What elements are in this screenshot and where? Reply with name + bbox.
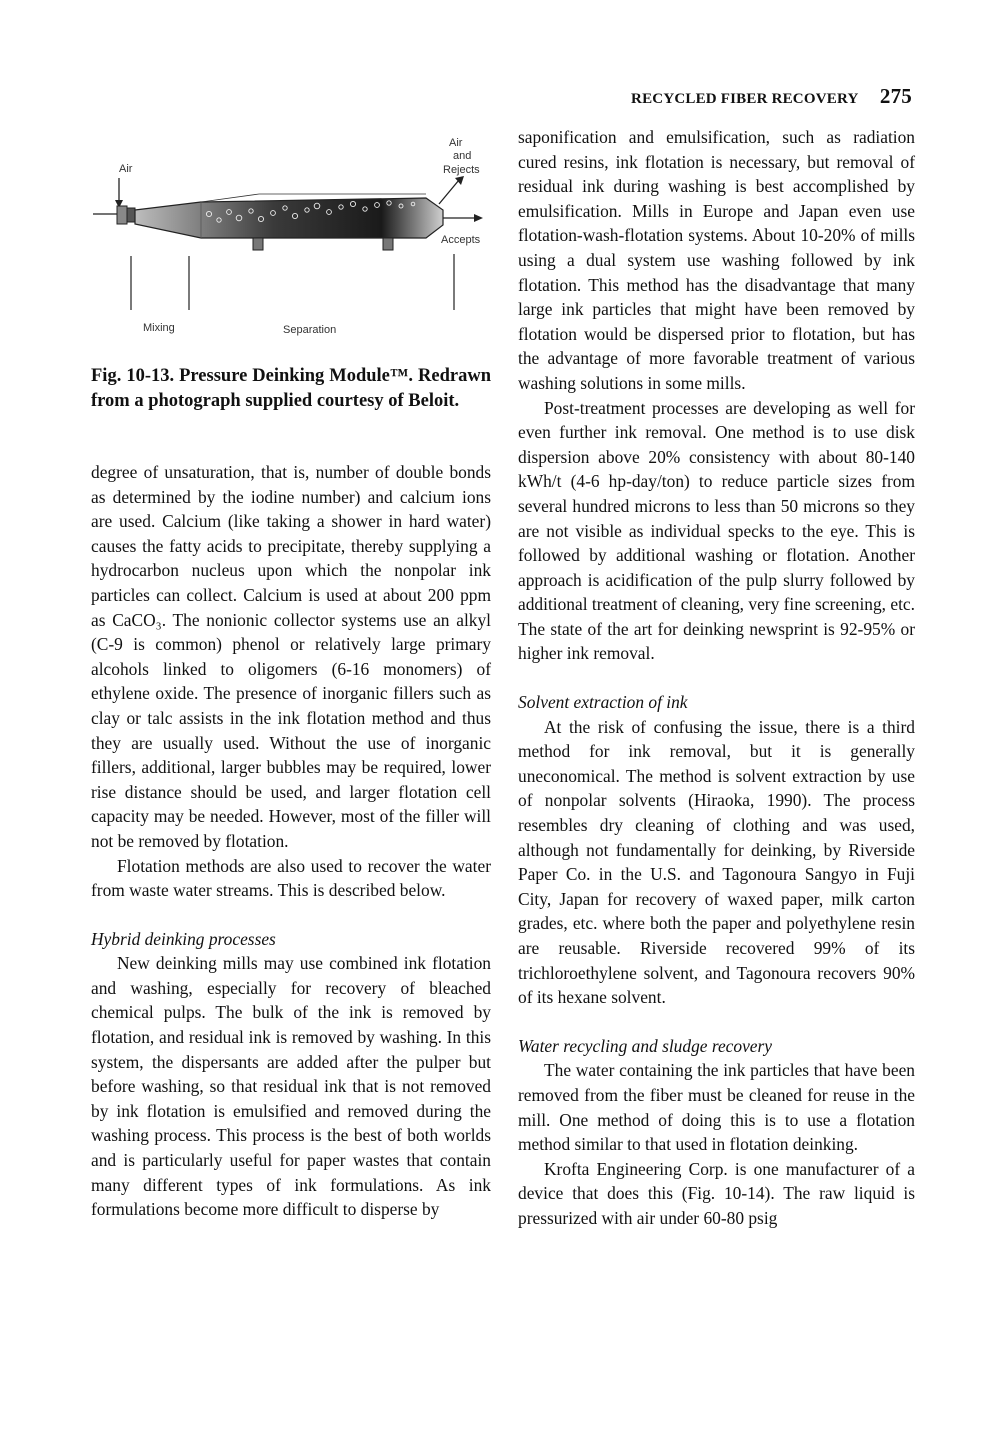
- running-header: [631, 84, 912, 109]
- left-paragraph-3: New deinking mills may use combined ink flotation and washing, especially for recovery of bleached chemical pulps. The bulk of the ink is removed by flotation, and residual ink is removed by washing. In this system, the dispersants are added after the pulper but before washing, so that residual ink that is not removed by ink flotation is emulsified and removed during the washing process. This process is the best of both worlds and is particularly useful for paper wastes that contain many different types of ink formulations. As ink formulations become more difficult to disperse by: [91, 953, 491, 1220]
- accepts-outlet-arrow: [443, 214, 483, 222]
- left-paragraph-1: degree of unsaturation, that is, number of double bonds as determined by the iodine number) and calcium ions are used. Calcium (like taking a shower in hard water) causes the fatty acids to precipitate, thereby supplying a hydrocarbon nucleus upon which the nonpolar ink particles can collect. Calcium is used at about 200 ppm as CaCO₃. The nonionic collector systems use an alkyl (C-9 is common) phenol or relatively large primary alcohols linked to oligomers (6-16 monomers) of ethylene oxide. The presence of inorganic fillers such as clay or talc assists in the ink flotation method and thus they are usually used. Without the use of inorganic fillers, additional, larger bubbles may be required, lower rise distance should be used, and larger flotation cell capacity may be needed. However, most of the filler will not be removed by flotation.: [91, 462, 491, 851]
- right-paragraph-5: Krofta Engineering Corp. is one manufacturer of a device that does this (Fig. 10-14). The raw liquid is pressurized with air under 60-80 psig: [518, 1158, 915, 1228]
- running-title: RECYCLED FIBER RECOVERY: [631, 91, 858, 107]
- pressure-deinking-module-diagram: [91, 128, 491, 343]
- air-rejects-label-3: Rejects: [443, 164, 480, 176]
- pressurized-vessel: [135, 194, 443, 238]
- vessel-supports: [253, 238, 393, 250]
- section-heading-solvent: Solvent extraction of ink: [518, 692, 688, 713]
- section-heading-water: Water recycling and sludge recovery: [518, 1035, 773, 1056]
- right-column: [518, 125, 915, 1231]
- air-rejects-label-2: and: [453, 150, 472, 162]
- right-paragraph-4: The water containing the ink particles that have been removed from the fiber must be cleaned for reuse in the mill. One method of doing this is to use a flotation method similar to that used in flotation deinking.: [518, 1060, 915, 1155]
- zone-markers: [131, 254, 454, 310]
- left-column: [91, 460, 491, 1222]
- figure-pressure-deinking-module: [91, 128, 491, 343]
- right-paragraph-3: At the risk of confusing the issue, there is a third method for ink removal, but it is generally uneconomical. The method is solvent extraction by use of nonpolar solvents (Hiraoka, 1990). The process resembles dry cleaning of clothing and was used, although not fundamentally for deinking, by Riverside Paper Co. in the U.S. and Tagonoura Sangyo in Fuji City, Japan for recovery of waxed paper, milk carton grades, etc. where both the paper and polyethylene resin are reusable. Riverside recovered 99% of its trichloroethylene solvent, and Tagonoura recovers 90% of its hexane solvent.: [518, 716, 915, 1008]
- section-heading-hybrid: Hybrid deinking processes: [91, 928, 276, 949]
- air-inlet-arrow: [115, 178, 123, 208]
- left-paragraph-2: Flotation methods are also used to recover the water from waste water streams. This is described below.: [91, 855, 491, 901]
- right-paragraph-2: Post-treatment processes are developing as well for even further ink removal. One method is to use disk dispersion above 20% consistency with about 80-140 kWh/t (4-6 hp-day/ton) to reduce particle sizes from several hundred microns to less than 50 microns so they are not visible as individual specks to the eye. This is followed by additional washing or flotation. Another approach is acidification of the pulp slurry followed by additional treatment of cleaning, very fine screening, etc. The state of the art for deinking newsprint is 92-95% or higher ink removal.: [518, 397, 915, 664]
- air-in-label: Air: [119, 163, 133, 175]
- mixing-label: Mixing: [143, 322, 175, 334]
- accepts-label: Accepts: [441, 234, 481, 246]
- figure-caption-text: Fig. 10-13. Pressure Deinking Module™. Redrawn from a photograph supplied courtesy of Beloit.: [91, 366, 491, 411]
- rejects-outlet-arrow: [439, 176, 464, 204]
- separation-label: Separation: [283, 324, 337, 336]
- right-paragraph-1: saponification and emulsification, such as radiation cured resins, ink flotation is necessary, but removal of residual ink during washing is best accomplished by emulsification. Mills in Europe and Japan even use flotation-wash-flotation systems. About 10-20% of mills using a dual system use washing followed by ink flotation. This method has the disadvantage that many large ink particles that might have been removed by flotation would be dispersed prior to flotation, but has the advantage of more favorable treatment of various washing solutions in some mills.: [518, 127, 915, 393]
- air-rejects-label-1: Air: [449, 137, 463, 149]
- feed-pipe: [93, 206, 135, 224]
- figure-caption: [91, 364, 491, 413]
- page-number: 275: [879, 84, 912, 108]
